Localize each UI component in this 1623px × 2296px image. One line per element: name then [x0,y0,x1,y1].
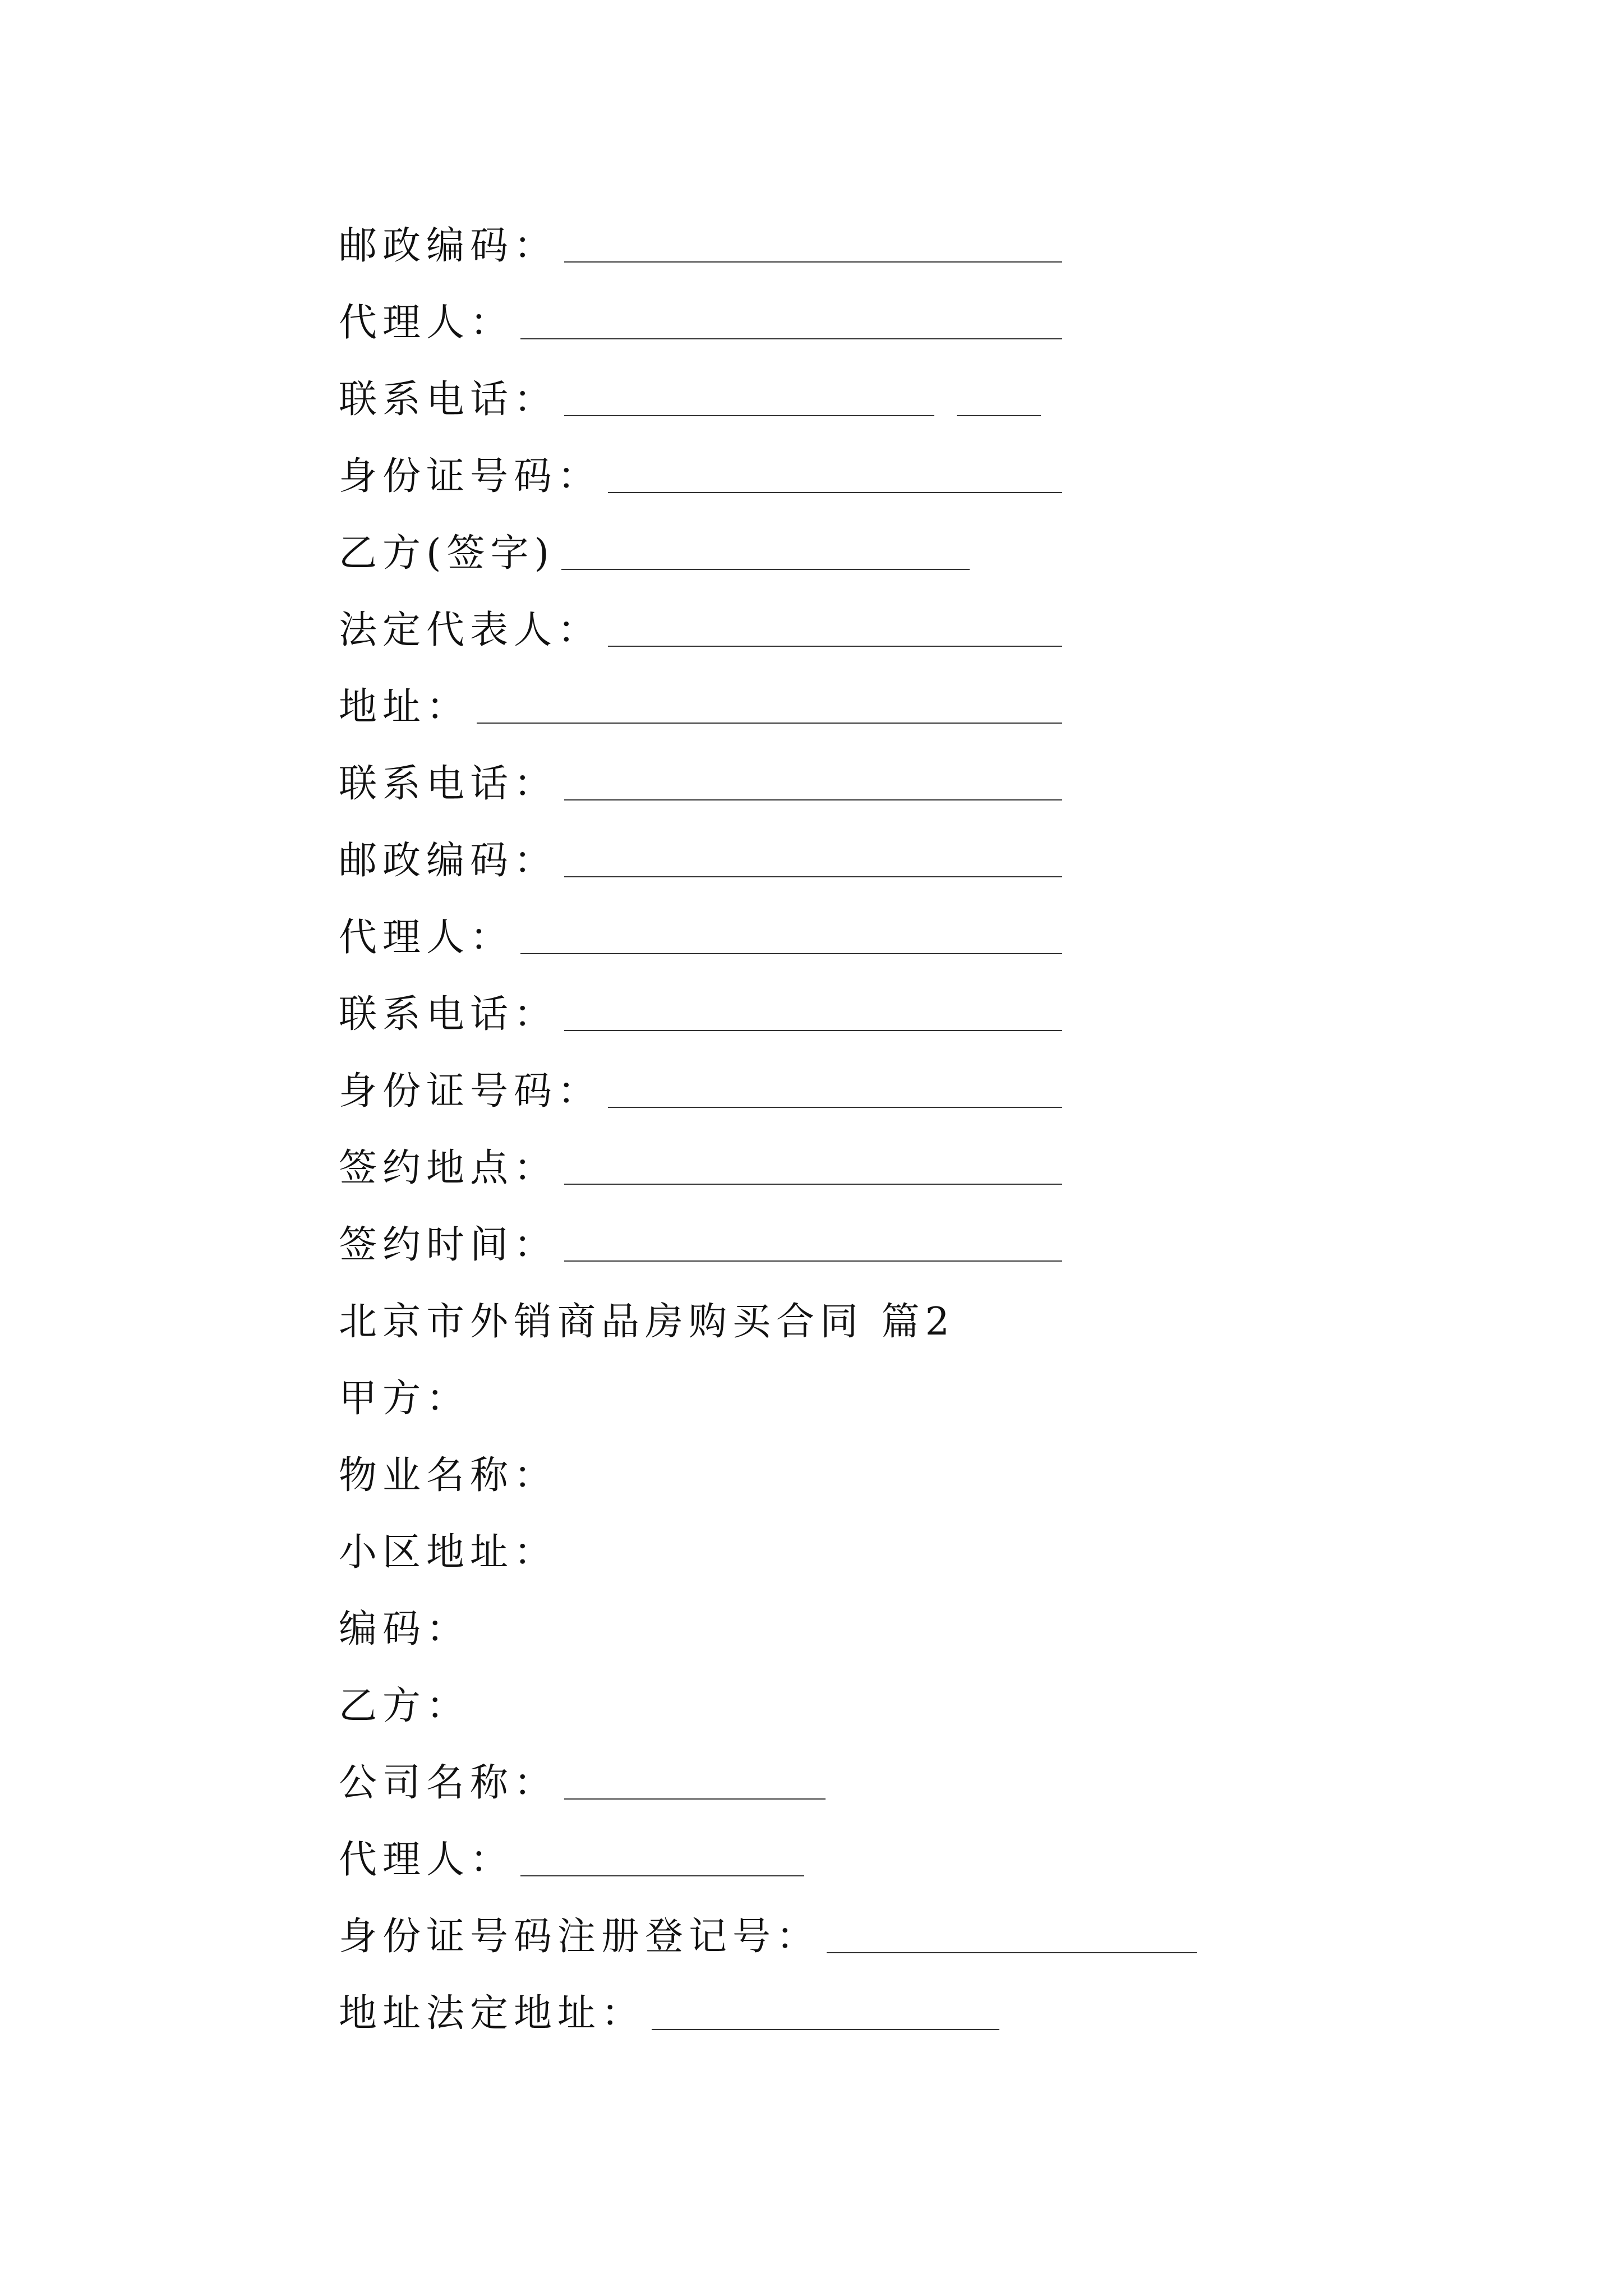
field-label: 物业名称： [339,1453,558,1498]
field-label: 签约时间： [339,1222,558,1267]
field-label: 代理人： [339,915,514,960]
field-label: 公司名称： [339,1760,558,1805]
community-address-line [339,1521,557,1577]
property-name-line [339,1444,557,1500]
code-line [339,1598,470,1654]
agent-line [339,291,1062,347]
fill-blank [827,1913,1197,1953]
fill-blank [564,1759,826,1800]
fill-blank [608,1068,1062,1108]
fill-blank [608,453,1062,493]
fill-blank-extra [957,376,1041,416]
fill-blank [564,1221,1062,1262]
registration-number-line [339,1905,1197,1961]
agent-line [339,906,1062,962]
field-label: 编码： [339,1607,471,1651]
field-label: 签约地点： [339,1145,558,1190]
fill-blank [520,1836,804,1876]
field-label: 代理人： [339,1837,514,1882]
fill-blank [652,1990,999,2030]
address-line [339,675,1062,731]
fill-blank [477,683,1062,724]
fill-blank [520,914,1062,954]
phone-line [339,983,1062,1039]
phone-line [339,752,1062,808]
postal-code-line [339,214,1062,270]
fill-blank [564,222,1062,263]
party-b-signature-line [339,522,970,578]
phone-line [339,368,1041,424]
field-label: 乙方： [339,1683,471,1728]
fill-blank [564,760,1062,800]
field-label: 邮政编码： [339,838,558,883]
field-label: 邮政编码： [339,223,558,268]
legal-address-line [339,1982,999,2038]
fill-blank [564,837,1062,877]
fill-blank [608,606,1062,647]
agent-line [339,1828,804,1884]
field-label: 联系电话： [339,761,558,806]
field-label: 乙方(签字) [339,531,555,576]
fill-blank [561,530,970,570]
party-a-line [339,1367,470,1423]
fill-blank [564,1144,1062,1185]
field-label: 联系电话： [339,992,558,1037]
id-number-line [339,445,1062,501]
field-label: 身份证号码注册登记号： [339,1914,820,1959]
legal-rep-line [339,599,1062,655]
field-label: 身份证号码： [339,454,602,499]
postal-code-line [339,829,1062,885]
field-label: 甲方： [339,1376,471,1421]
party-b-line [339,1674,470,1731]
field-label: 联系电话： [339,377,558,422]
field-label: 地址： [339,684,471,729]
heading-text: 北京市外销商品房购买合同 篇2 [339,1299,955,1344]
field-label: 小区地址： [339,1530,558,1575]
signing-place-line [339,1137,1062,1193]
fill-blank [564,376,934,416]
field-label: 地址法定地址： [339,1991,645,2036]
company-name-line [339,1751,826,1807]
fill-blank [564,991,1062,1031]
id-number-line [339,1060,1062,1116]
section-heading [339,1290,955,1346]
field-label: 代理人： [339,300,514,345]
field-label: 法定代表人： [339,608,602,652]
field-label: 身份证号码： [339,1069,602,1114]
signing-time-line [339,1213,1062,1269]
fill-blank [520,299,1062,339]
